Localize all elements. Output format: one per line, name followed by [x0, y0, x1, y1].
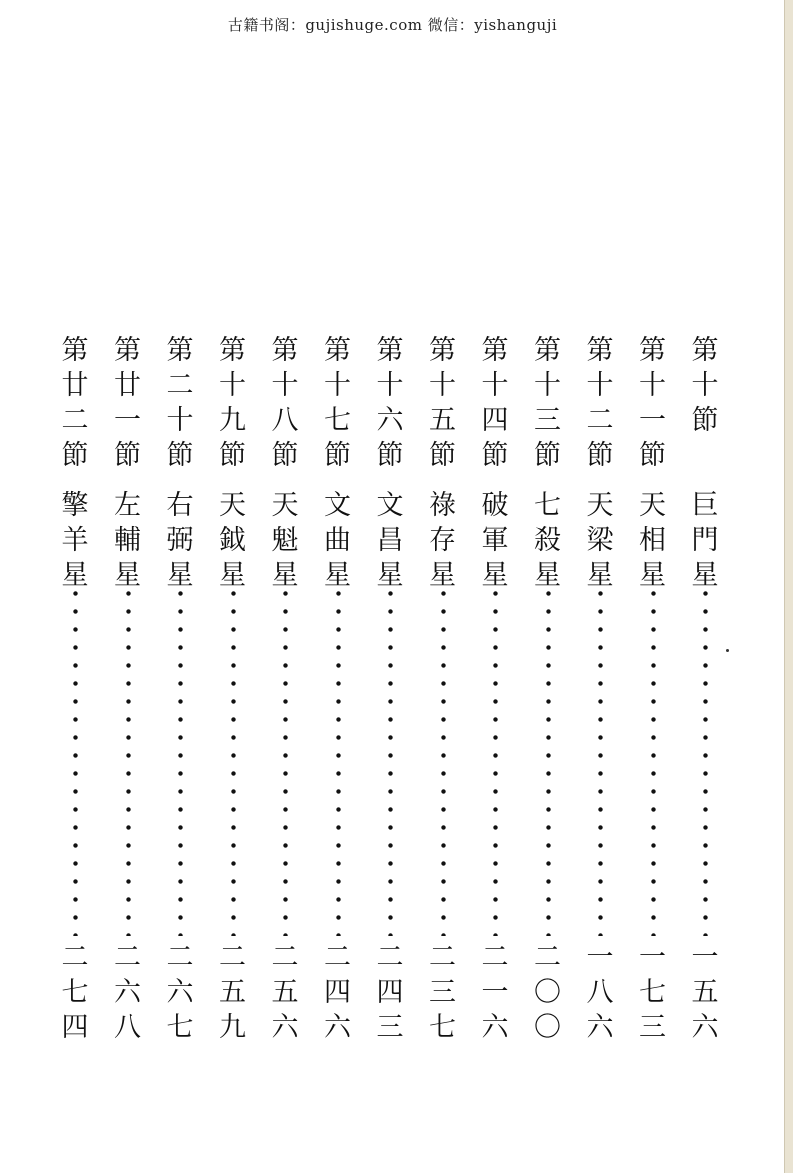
topic-title: 破 軍 星 [481, 490, 509, 591]
section-label: 第 廿 一 節 [114, 335, 141, 471]
topic-title: 文 昌 星 [376, 490, 404, 591]
section-label: 第 十 九 節 [219, 335, 246, 471]
section-label: 第 十 八 節 [271, 335, 299, 471]
toc-entry [365, 333, 415, 1043]
topic-title: 七 殺 星 [534, 490, 561, 591]
toc-entry [470, 333, 520, 1043]
leader-dots [388, 591, 393, 936]
leader-dots [493, 591, 498, 936]
section-label: 第 十 三 節 [534, 335, 561, 471]
page-number: 一 七 三 [639, 942, 666, 1043]
leader-dots [73, 591, 78, 936]
table-of-contents [50, 333, 730, 1043]
toc-entry [575, 333, 625, 1043]
toc-entry [523, 333, 573, 1043]
toc-entry [50, 333, 100, 1043]
leader-dots [441, 591, 446, 936]
topic-title: 右 弼 星 [166, 490, 194, 591]
leader-dots [336, 591, 341, 936]
section-label: 第 十 七 節 [324, 335, 351, 471]
page-number: 一 五 六 [691, 942, 719, 1043]
leader-dots [231, 591, 236, 936]
leader-dots [651, 591, 656, 936]
leader-dots [703, 591, 708, 936]
page-number: 二 六 七 [166, 942, 194, 1043]
topic-title: 巨 門 星 [691, 490, 719, 591]
section-label: 第 二 十 節 [166, 335, 194, 471]
topic-title: 祿 存 星 [429, 490, 456, 591]
page-number: 一 八 六 [586, 942, 614, 1043]
page-number: 二 七 四 [61, 942, 89, 1043]
topic-title: 天 鉞 星 [219, 490, 246, 591]
leader-dots [283, 591, 288, 936]
toc-entry [313, 333, 363, 1043]
section-label: 第 廿 二 節 [61, 335, 89, 471]
topic-title: 擎 羊 星 [61, 490, 89, 591]
topic-title: 天 梁 星 [586, 490, 614, 591]
section-label: 第 十 四 節 [481, 335, 509, 471]
toc-entry [103, 333, 153, 1043]
page-number: 二 三 七 [429, 942, 456, 1043]
leader-dots [546, 591, 551, 936]
toc-entry [680, 333, 730, 1043]
toc-entry [628, 333, 678, 1043]
section-label: 第 十 節 [691, 335, 719, 436]
topic-title: 左 輔 星 [114, 490, 141, 591]
topic-title: 天 相 星 [639, 490, 666, 591]
page-number: 二 六 八 [114, 942, 141, 1043]
topic-title: 天 魁 星 [271, 490, 299, 591]
leader-dots [598, 591, 603, 936]
leader-dots [178, 591, 183, 936]
page-number: 二 四 六 [324, 942, 351, 1043]
toc-entry [418, 333, 468, 1043]
section-label: 第 十 六 節 [376, 335, 404, 471]
leader-dots [126, 591, 131, 936]
section-label: 第 十 五 節 [429, 335, 456, 471]
toc-entry [208, 333, 258, 1043]
section-label: 第 十 一 節 [639, 335, 666, 471]
page-number: 二 〇 〇 [534, 942, 561, 1043]
section-label: 第 十 二 節 [586, 335, 614, 471]
topic-title: 文 曲 星 [324, 490, 351, 591]
page-edge [784, 0, 793, 1173]
toc-entry [155, 333, 205, 1043]
watermark-header: 古籍书阁：gujishuge.com 微信：yishanguji [227, 16, 558, 34]
toc-entry [260, 333, 310, 1043]
page-number: 二 四 三 [376, 942, 404, 1043]
page-number: 二 五 六 [271, 942, 299, 1043]
page-number: 二 五 九 [219, 942, 246, 1043]
paper-speck [726, 649, 729, 652]
page-number: 二 一 六 [481, 942, 509, 1043]
